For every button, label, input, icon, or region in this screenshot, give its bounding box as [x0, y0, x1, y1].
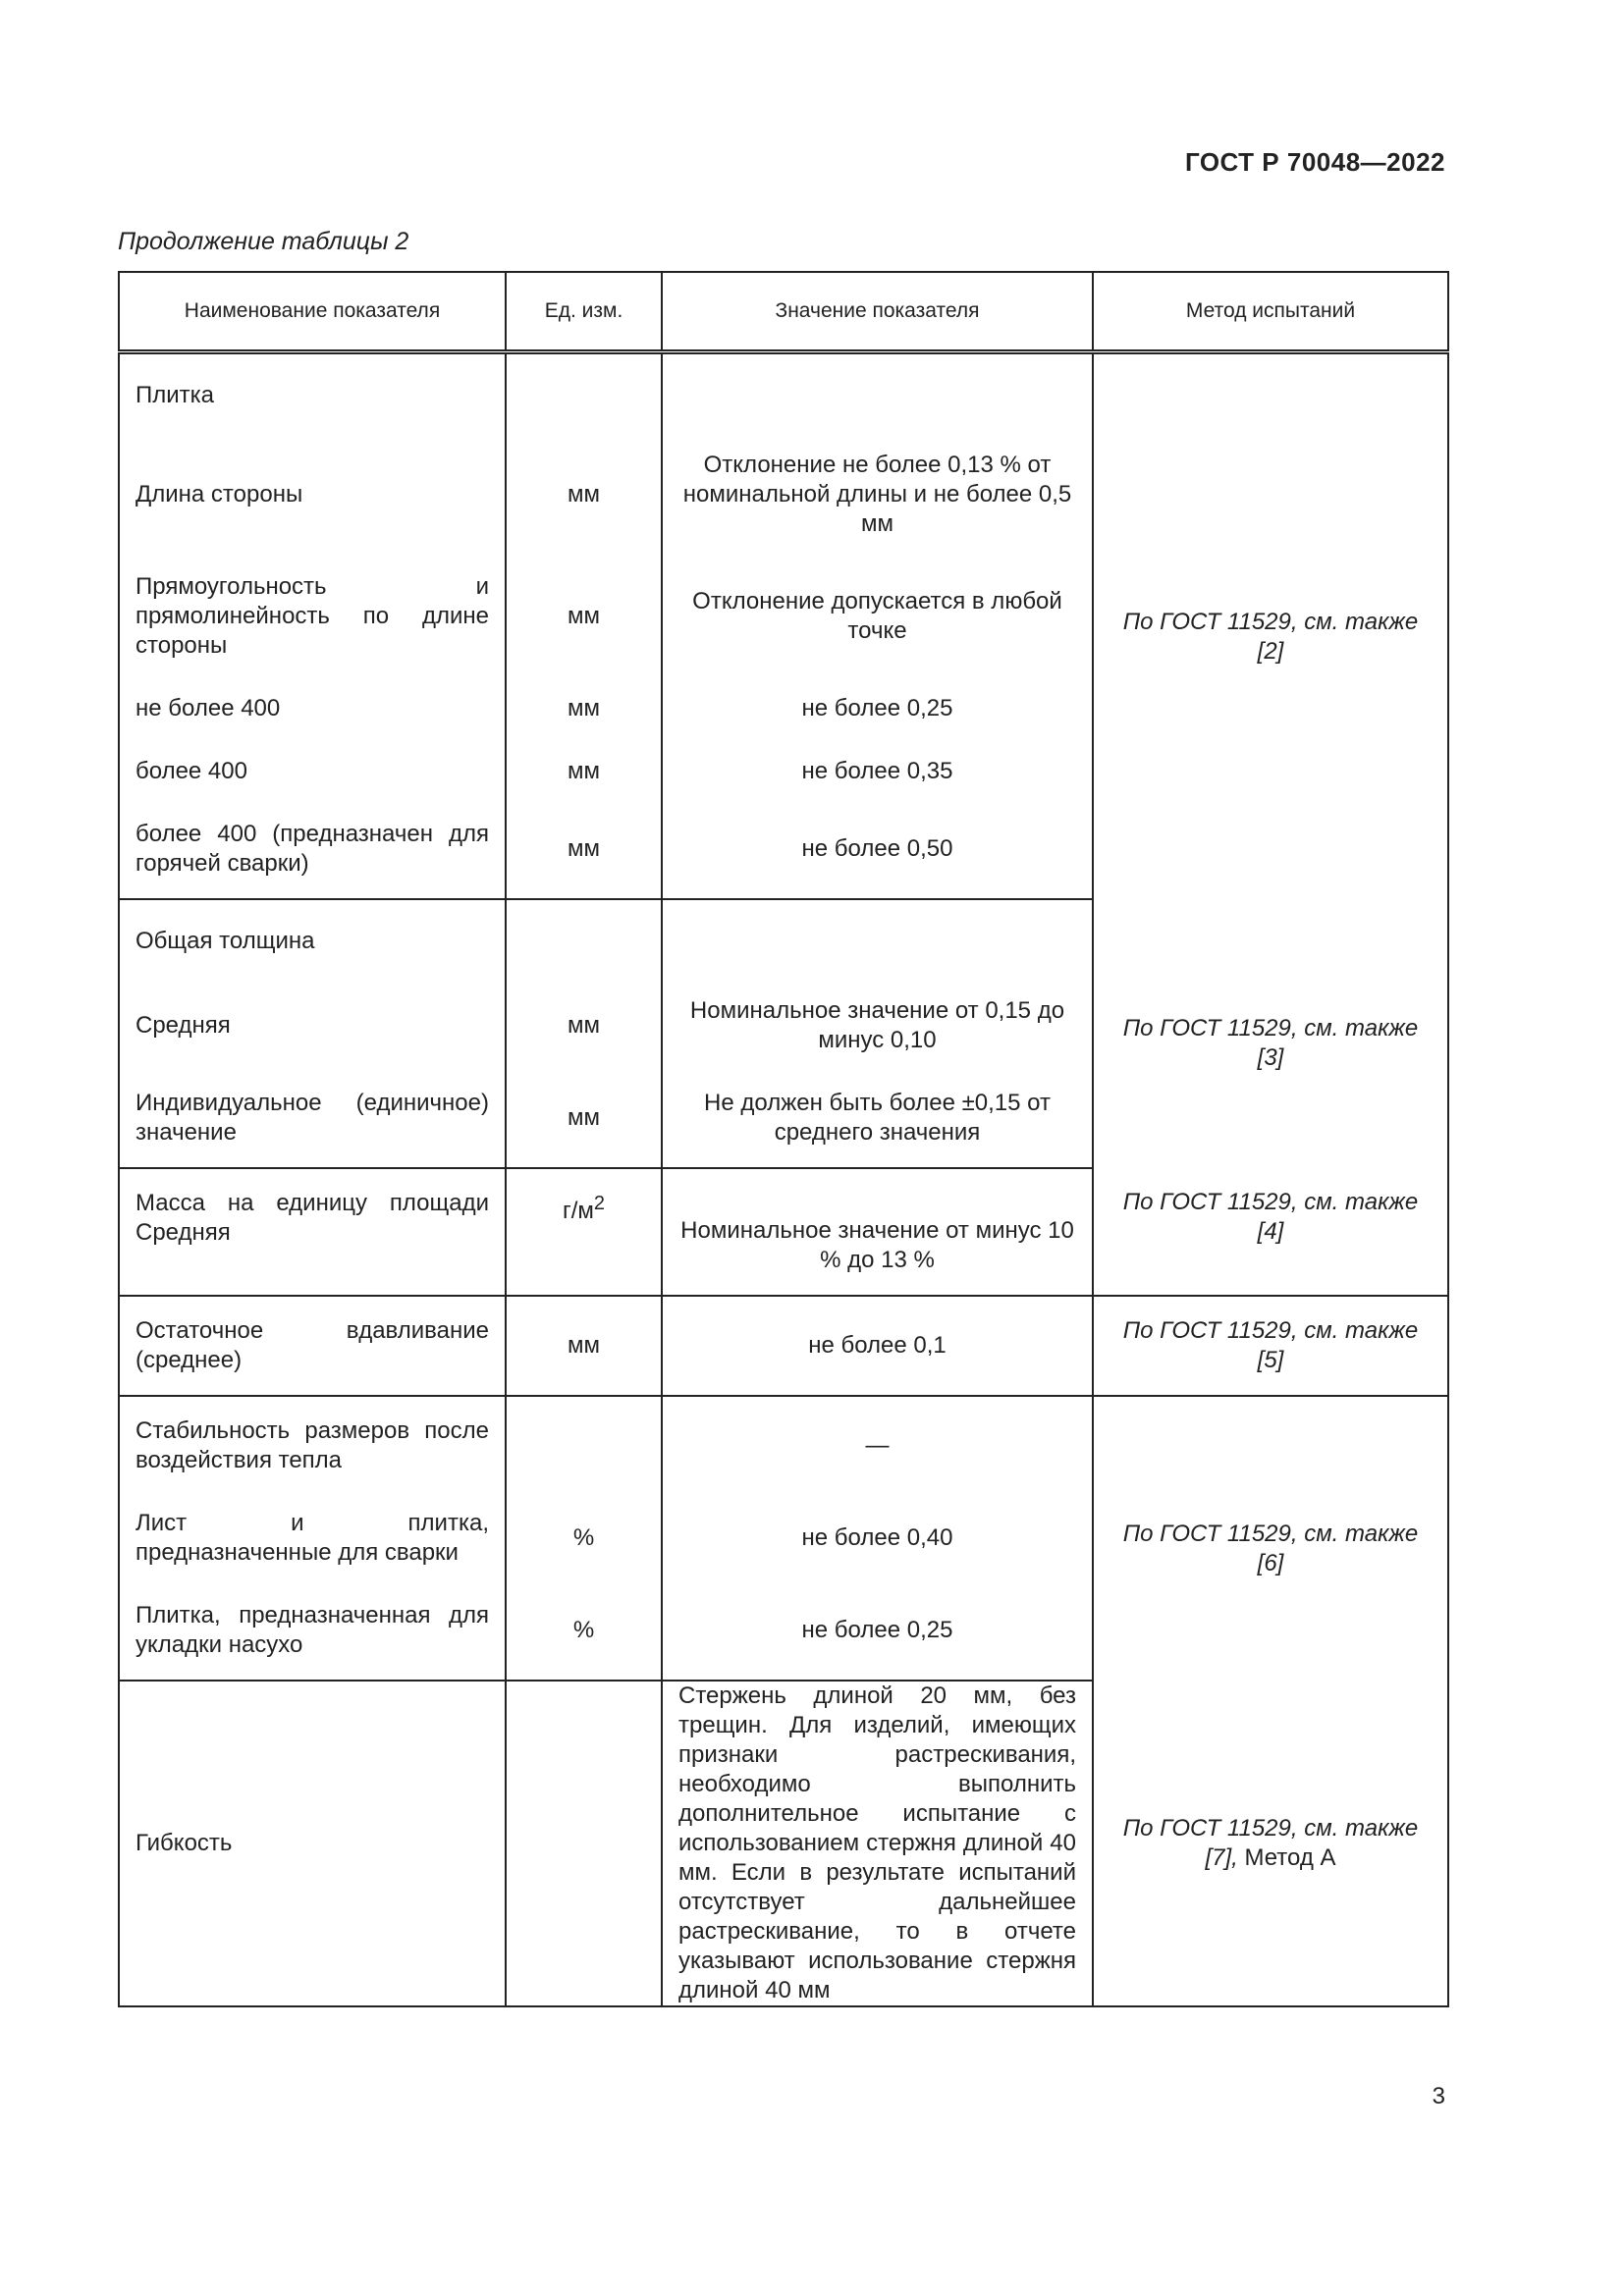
row-unit — [506, 352, 662, 418]
table-row — [119, 1168, 1448, 1296]
row-unit: мм — [506, 539, 662, 661]
row-name: не более 400 — [119, 661, 506, 723]
row-method — [1093, 1681, 1448, 2006]
row-value: не более 0,25 — [662, 661, 1093, 723]
row-unit: мм — [506, 963, 662, 1055]
row-method: По ГОСТ 11529, см. также [6] — [1093, 1396, 1448, 1681]
row-name: Лист и плитка, предназначенные для сварки — [119, 1475, 506, 1568]
row-name: Длина стороны — [119, 417, 506, 539]
row-method: По ГОСТ 11529, см. также [3] — [1093, 899, 1448, 1168]
row-unit — [506, 1168, 662, 1296]
row-method: По ГОСТ 11529, см. также [2] — [1093, 352, 1448, 900]
row-unit: мм — [506, 1055, 662, 1168]
row-name: Общая толщина — [119, 899, 506, 963]
row-value: не более 0,40 — [662, 1475, 1093, 1568]
row-name: Стабильность размеров после воздействия тепла — [119, 1396, 506, 1475]
table-caption: Продолжение таблицы 2 — [118, 228, 409, 255]
page-number: 3 — [1432, 2083, 1445, 2109]
row-name: Прямоугольность и прямолинейность по длине стороны — [119, 539, 506, 661]
row-value — [662, 352, 1093, 418]
row-method: По ГОСТ 11529, см. также [4] — [1093, 1168, 1448, 1296]
row-unit — [506, 1396, 662, 1475]
row-method: По ГОСТ 11529, см. также [5] — [1093, 1296, 1448, 1396]
row-name: более 400 (предназначен для горячей сварки) — [119, 786, 506, 899]
row-unit: % — [506, 1568, 662, 1681]
row-value: Отклонение допускается в любой точке — [662, 539, 1093, 661]
table-row — [119, 352, 1448, 418]
row-unit: % — [506, 1475, 662, 1568]
table-row — [119, 1681, 1448, 2006]
column-header-value: Значение показателя — [662, 272, 1093, 352]
row-name: Плитка, предназначенная для укладки насухо — [119, 1568, 506, 1681]
document-code: ГОСТ Р 70048—2022 — [1184, 147, 1445, 177]
row-name: Плитка — [119, 352, 506, 418]
row-name: Средняя — [119, 963, 506, 1055]
table-row — [119, 899, 1448, 963]
row-name: более 400 — [119, 723, 506, 786]
row-value: Не должен быть более ±0,15 от среднего значения — [662, 1055, 1093, 1168]
row-unit — [506, 1681, 662, 2006]
row-value: — — [662, 1396, 1093, 1475]
row-value: не более 0,50 — [662, 786, 1093, 899]
table-row — [119, 1296, 1448, 1396]
table-row — [119, 1396, 1448, 1475]
row-name: Масса на единицу площади Средняя — [119, 1168, 506, 1296]
table-header-row — [119, 272, 1448, 352]
row-unit: мм — [506, 723, 662, 786]
row-unit: мм — [506, 1296, 662, 1396]
row-value: не более 0,35 — [662, 723, 1093, 786]
row-value: не более 0,1 — [662, 1296, 1093, 1396]
row-name: Остаточное вдавливание (среднее) — [119, 1296, 506, 1396]
column-header-name: Наименование показателя — [119, 272, 506, 352]
row-name: Индивидуальное (единичное) значение — [119, 1055, 506, 1168]
spec-table — [118, 271, 1449, 2007]
row-unit — [506, 899, 662, 963]
row-value: не более 0,25 — [662, 1568, 1093, 1681]
column-header-method: Метод испытаний — [1093, 272, 1448, 352]
row-value: Номинальное значение от 0,15 до минус 0,10 — [662, 963, 1093, 1055]
method-variant: Метод А — [1244, 1843, 1336, 1871]
row-name: Гибкость — [119, 1681, 506, 2006]
unit-superscript: 2 — [593, 1193, 606, 1214]
unit-base: г/м — [562, 1198, 594, 1224]
row-value — [662, 899, 1093, 963]
row-unit: мм — [506, 417, 662, 539]
column-header-unit: Ед. изм. — [506, 272, 662, 352]
row-value: Отклонение не более 0,13 % от номинальной длины и не более 0,5 мм — [662, 417, 1093, 539]
row-unit: мм — [506, 786, 662, 899]
row-value: Стержень длиной 20 мм, без трещин. Для изделий, имеющих признаки растрескивания, необходимо выполнить дополнительное испытание с использованием стержня длиной 40 мм. Если в результате испытаний отсутствует дальнейшее растрескивание, то в отчете указывают использование стержня длиной 40 мм — [662, 1681, 1093, 2006]
row-value: Номинальное значение от минус 10 % до 13 % — [662, 1168, 1093, 1296]
row-unit: мм — [506, 661, 662, 723]
method-reference: По ГОСТ 11529, см. также [7], — [1122, 1814, 1419, 1871]
